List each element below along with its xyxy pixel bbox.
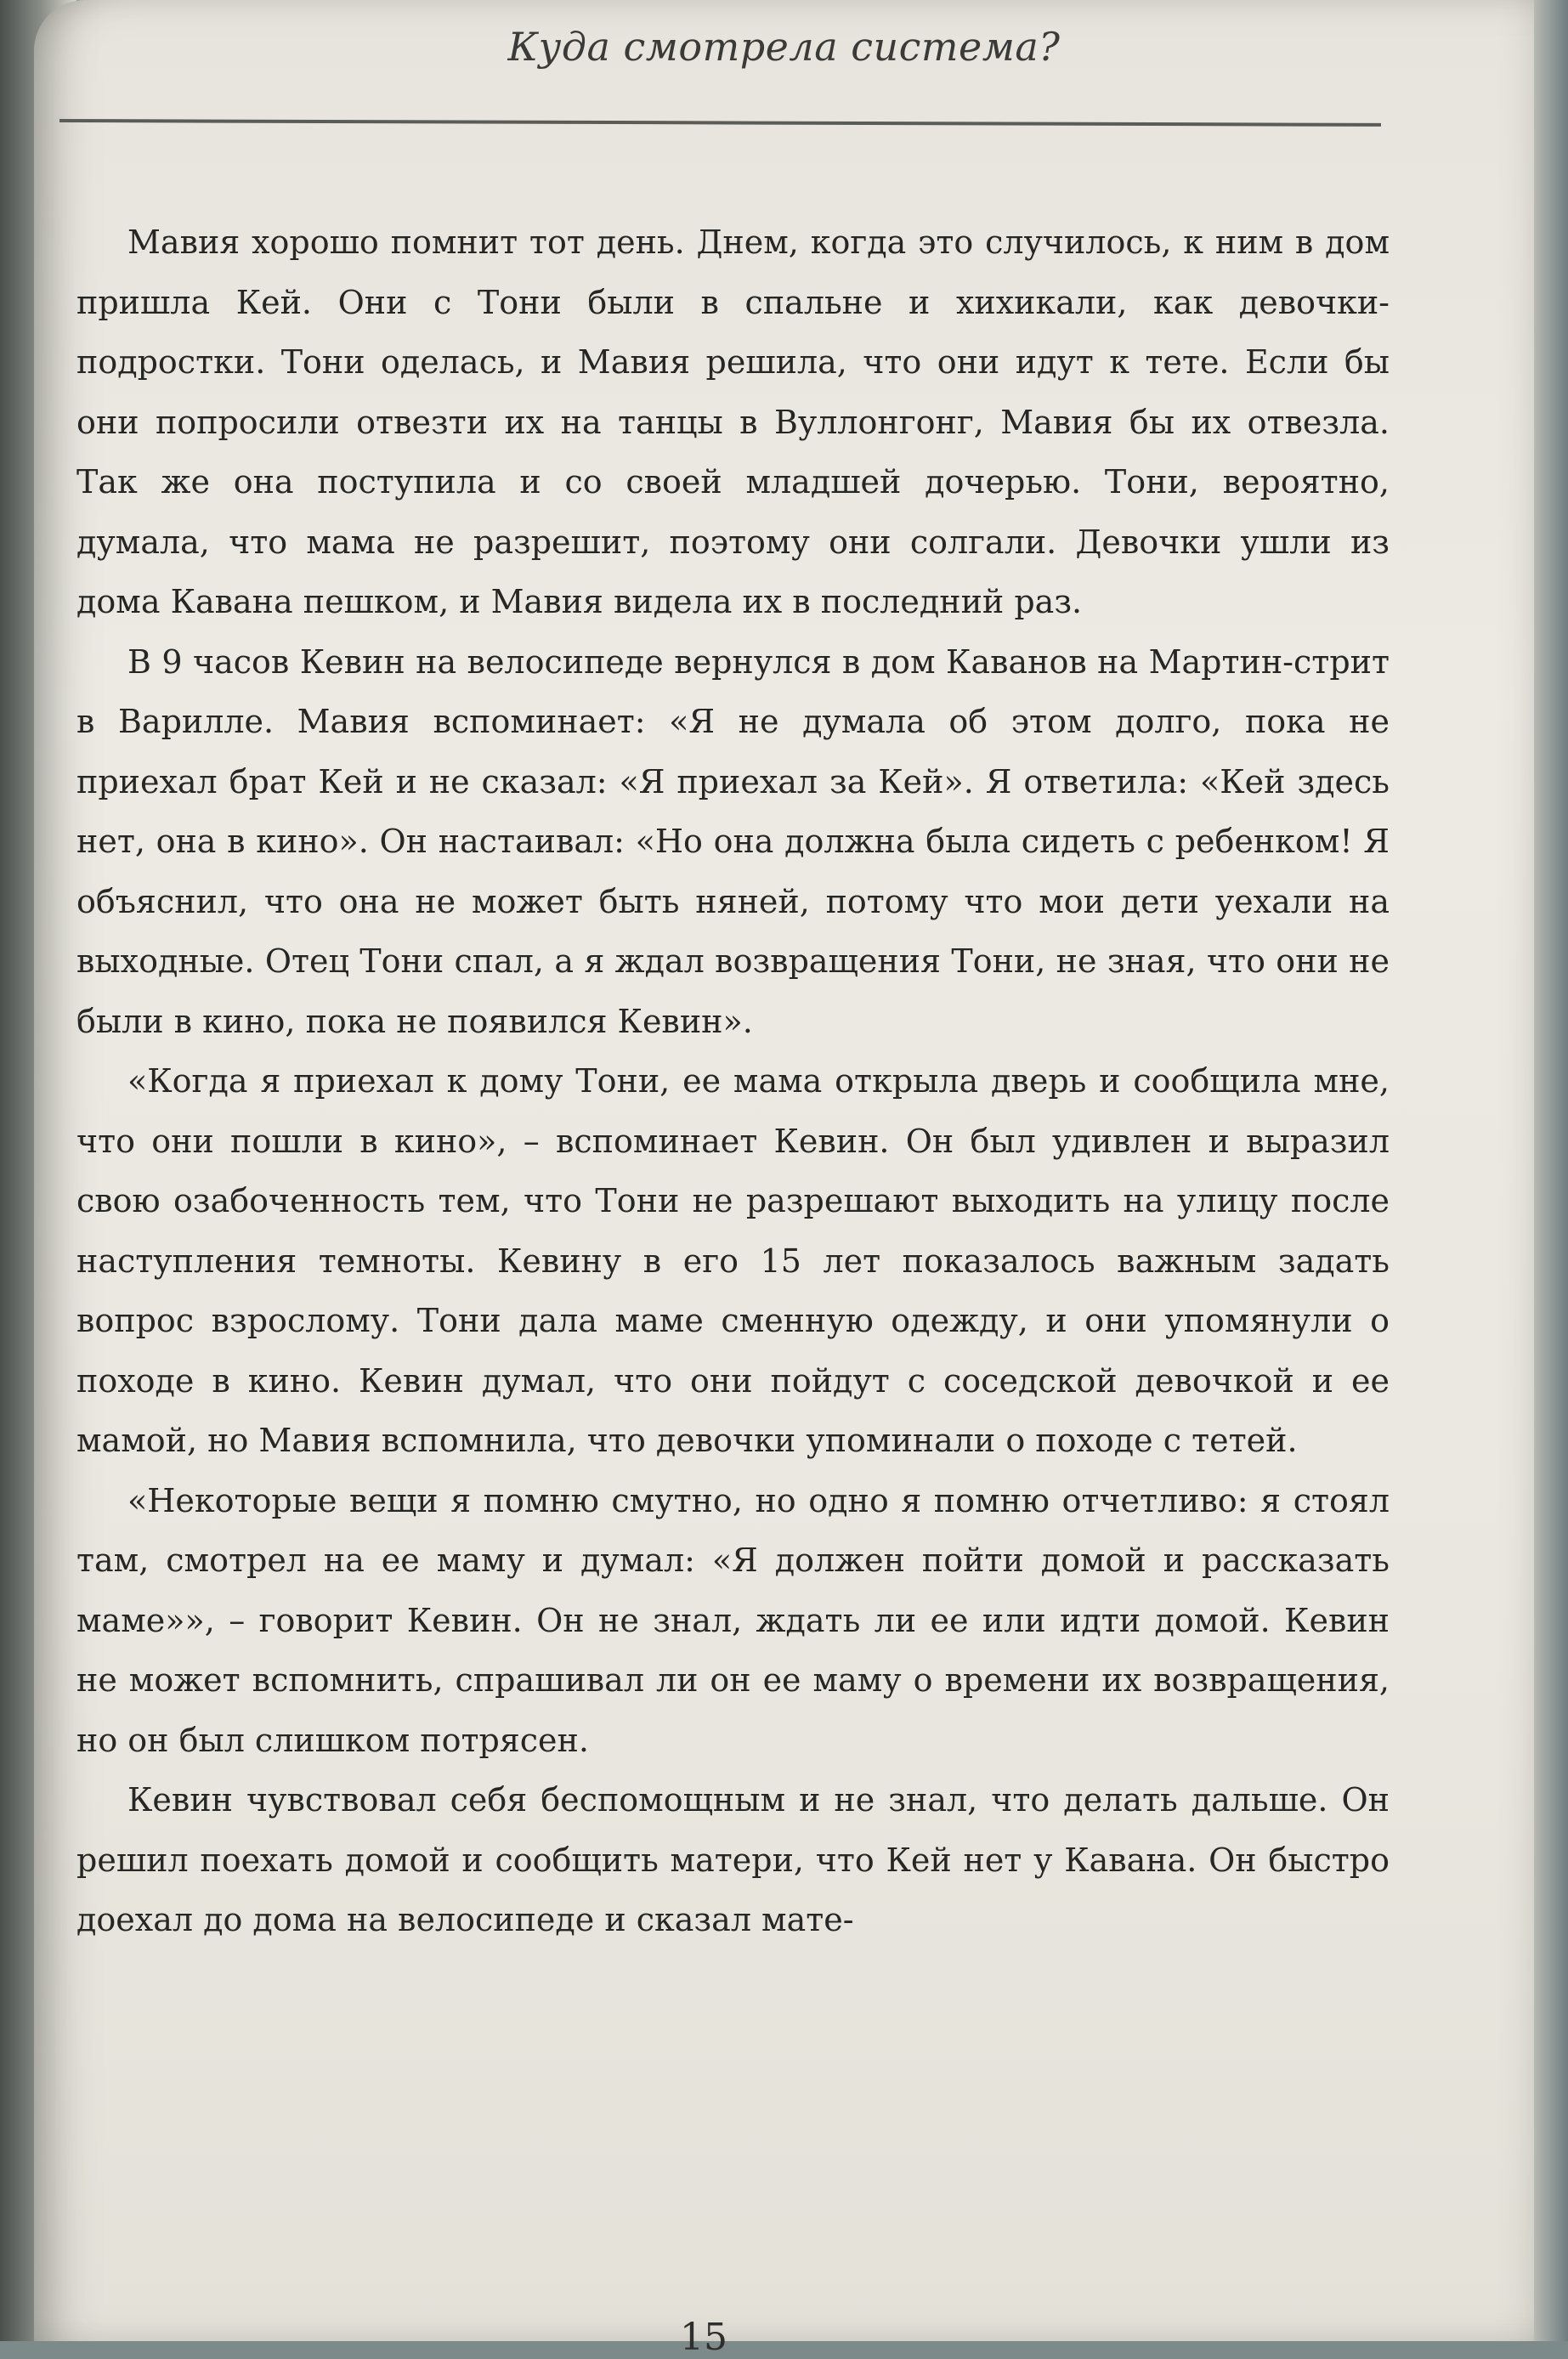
- paragraph-4: «Некоторые вещи я помню смутно, но одно я помню отчетливо: я стоял там, смотрел на ее маму и думал: «Я должен пойти домой и рассказать маме»», – говорит Кевин. Он не знал, ждать ли ее или идти домой. Кевин не может вспомнить, спрашивал ли он ее маму о времени их возвращения, но он был слишком потрясен.: [76, 1481, 1390, 1759]
- paragraph-5: Кевин чувствовал себя беспомощным и не знал, что делать дальше. Он решил поехать домой и сообщить матери, что Кей нет у Кавана. Он быстро доехал до дома на велосипеде и сказал мате-: [76, 1781, 1390, 1938]
- book-page: [34, 0, 1534, 2359]
- page-number: 15: [680, 2316, 727, 2359]
- header-rule: [59, 119, 1381, 127]
- paragraph-2: В 9 часов Кевин на велосипеде вернулся в дом Каванов на Мартин-стрит в Варилле. Мавия вспоминает: «Я не думала об этом долго, пока не приехал брат Кей и не сказал: «Я приехал за Кей». Я ответила: «Кей здесь нет, она в кино». Он настаивал: «Но она должна была сидеть с ребенком! Я объяснил, что она не может быть няней, потому что мои дети уехали на выходные. Отец Тони спал, а я ждал возвращения Тони, не зная, что они не были в кино, пока не появился Кевин».: [76, 642, 1390, 1040]
- body-text: [76, 212, 1390, 1950]
- paragraph-3: «Когда я приехал к дому Тони, ее мама открыла дверь и сообщила мне, что они пошли в кино», – вспоминает Кевин. Он был удивлен и выразил свою озабоченность тем, что Тони не разрешают выходить на улицу после наступления темноты. Кевину в его 15 лет показалось важным задать вопрос взрослому. Тони дала маме сменную одежду, и они упомянули о походе в кино. Кевин думал, что они пойдут с соседской девочкой и ее мамой, но Мавия вспомнила, что девочки упоминали о походе с тетей.: [76, 1062, 1390, 1459]
- background-edge: [1534, 0, 1568, 2341]
- running-head: Куда смотрела система?: [507, 24, 1061, 70]
- paragraph-1: Мавия хорошо помнит тот день. Днем, когда это случилось, к ним в дом пришла Кей. Они с Тони были в спальне и хихикали, как девочки-подростки. Тони оделась, и Мавия решила, что они идут к тете. Если бы они попросили отвезти их на танцы в Вуллонгонг, Мавия бы их отвезла. Так же она поступила и со своей младшей дочерью. Тони, вероятно, думала, что мама не разрешит, поэтому они солгали. Девочки ушли из дома Кавана пешком, и Мавия видела их в последний раз.: [76, 223, 1390, 620]
